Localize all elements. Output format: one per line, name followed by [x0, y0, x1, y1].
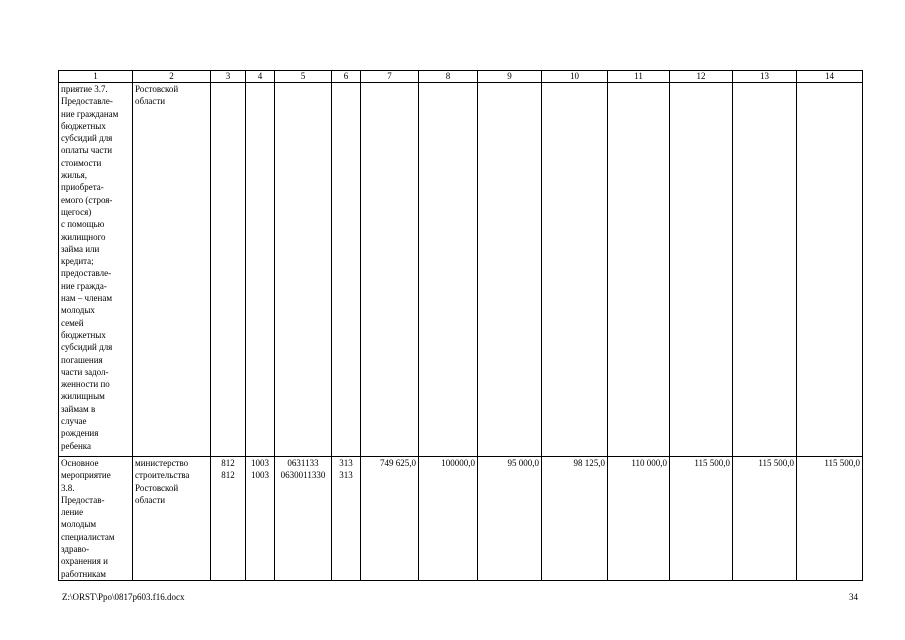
cell-text-line: бюджетных — [61, 329, 106, 340]
measure-name-cell — [59, 83, 133, 457]
expense-type-code: 313 — [339, 470, 353, 481]
header-cell: 8 — [419, 71, 478, 83]
cell-text-line: субсидий для — [61, 342, 113, 353]
cell-text-line: ние гражданам — [61, 108, 119, 119]
amount-cell — [419, 457, 478, 581]
amount-cell — [733, 457, 797, 581]
cell-text-line: семей — [61, 317, 84, 328]
section-code: 1003 — [251, 470, 269, 481]
page-number: 34 — [849, 592, 858, 602]
table-cell — [361, 83, 419, 457]
table-cell — [670, 83, 733, 457]
cell-text-line: строительства — [135, 470, 190, 481]
table-cell — [542, 83, 608, 457]
header-cell: 2 — [133, 71, 211, 83]
cell-text-line: рождения — [61, 428, 99, 439]
cell-text-line: министерство — [135, 458, 189, 468]
amount-cell — [361, 457, 419, 581]
amount-cell — [670, 457, 733, 581]
amount-value: 98 125,0 — [573, 458, 605, 468]
header-row — [59, 71, 863, 83]
cell-text-line: Основное — [61, 458, 99, 468]
cell-text-line: жилищного — [61, 231, 106, 242]
table-cell — [419, 83, 478, 457]
table-cell — [797, 83, 863, 457]
cell-text-line: кредита; — [61, 256, 94, 267]
cell-text-line: здраво- — [61, 544, 90, 555]
table-cell — [211, 83, 246, 457]
cell-text-line: субсидий для — [61, 133, 113, 144]
header-cell: 1 — [59, 71, 133, 83]
table-cell — [478, 83, 542, 457]
grbs-code: 812 — [221, 470, 235, 481]
cell-text-line: молодых — [61, 305, 95, 316]
header-cell: 10 — [542, 71, 608, 83]
cell-text-line: ление — [61, 507, 84, 518]
cell-text-line: погашения — [61, 354, 103, 365]
amount-value: 95 000,0 — [507, 458, 539, 468]
cell-text-line: охранения и — [61, 556, 108, 567]
header-cell: 4 — [246, 71, 275, 83]
document-path: Z:\ORST\Ppo\0817p603.f16.docx — [62, 592, 185, 602]
amount-value: 100000,0 — [441, 458, 475, 468]
header-cell: 3 — [211, 71, 246, 83]
cell-text-line: части задол- — [61, 366, 109, 377]
section-code: 1003 — [251, 458, 269, 468]
cell-text-line: ние гражда- — [61, 280, 107, 291]
cell-text-line: займа или — [61, 243, 100, 254]
cell-text-line: приятие 3.7. — [61, 84, 108, 94]
cell-text-line: Ростовской — [135, 84, 179, 94]
cell-text-line: женности по — [61, 379, 110, 390]
expense-type-cell — [332, 457, 361, 581]
section-cell — [246, 457, 275, 581]
table-cell — [733, 83, 797, 457]
cell-text-line: специалистам — [61, 531, 115, 542]
target-article-cell — [275, 457, 332, 581]
amount-cell — [608, 457, 670, 581]
header-cell: 9 — [478, 71, 542, 83]
grbs-cell — [211, 457, 246, 581]
table-cell — [608, 83, 670, 457]
header-cell: 12 — [670, 71, 733, 83]
header-cell: 5 — [275, 71, 332, 83]
header-cell: 14 — [797, 71, 863, 83]
amount-value: 110 000,0 — [631, 458, 667, 468]
table-row — [59, 83, 863, 457]
cell-text-line: жилья, — [61, 170, 88, 181]
cell-text-line: приобрета- — [61, 182, 104, 193]
table-cell — [246, 83, 275, 457]
cell-text-line: стоимости — [61, 157, 102, 168]
expense-type-code: 313 — [339, 458, 353, 468]
budget-table — [58, 70, 863, 581]
target-article-code: 0631133 — [287, 458, 319, 468]
cell-text-line: займам в — [61, 403, 96, 414]
header-cell: 6 — [332, 71, 361, 83]
cell-text-line: области — [135, 96, 166, 107]
cell-text-line: ребенка — [61, 440, 91, 451]
measure-name-cell — [59, 457, 133, 581]
table-row — [59, 457, 863, 581]
amount-cell — [542, 457, 608, 581]
cell-text-line: щегося) — [61, 206, 92, 217]
table-cell — [275, 83, 332, 457]
amount-cell — [797, 457, 863, 581]
amount-value: 115 500,0 — [824, 458, 860, 468]
amount-cell — [478, 457, 542, 581]
cell-text-line: предоставле- — [61, 268, 112, 279]
header-cell: 11 — [608, 71, 670, 83]
cell-text-line: оплаты части — [61, 145, 113, 156]
amount-value: 115 500,0 — [758, 458, 794, 468]
cell-text-line: 3.8. — [61, 482, 75, 493]
cell-text-line: емого (строя- — [61, 194, 113, 205]
cell-text-line: Ростовской — [135, 482, 179, 493]
cell-text-line: работникам — [61, 568, 106, 579]
cell-text-line: Предостав- — [61, 494, 105, 505]
executor-cell — [133, 83, 211, 457]
cell-text-line: Предоставле- — [61, 96, 113, 107]
cell-text-line: случае — [61, 416, 87, 427]
cell-text-line: бюджетных — [61, 120, 106, 131]
amount-value: 115 500,0 — [694, 458, 730, 468]
cell-text-line: мероприятие — [61, 470, 111, 481]
cell-text-line: жилищным — [61, 391, 105, 402]
cell-text-line: нам – членам — [61, 293, 113, 304]
table-cell — [332, 83, 361, 457]
amount-total: 749 625,0 — [380, 458, 416, 468]
grbs-code: 812 — [221, 458, 235, 468]
header-cell: 7 — [361, 71, 419, 83]
target-article-code: 0630011330 — [280, 470, 326, 481]
cell-text-line: с помощью — [61, 219, 105, 230]
cell-text-line: молодым — [61, 519, 97, 530]
executor-cell — [133, 457, 211, 581]
header-cell: 13 — [733, 71, 797, 83]
cell-text-line: области — [135, 494, 166, 505]
